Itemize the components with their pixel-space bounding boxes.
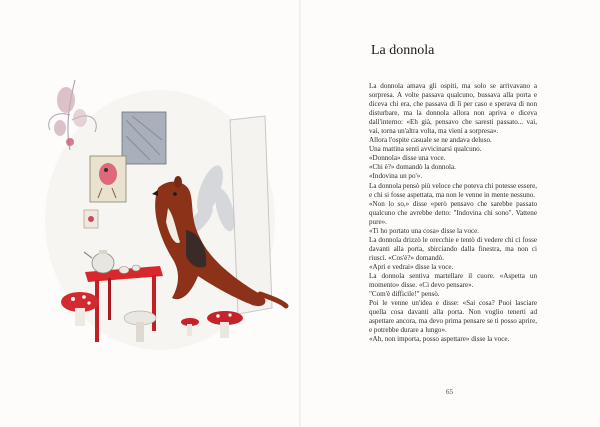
paragraph: La donnola amava gli ospiti, ma solo se arrivavano a sorpresa. A volte passava qualcuno, bussava alla porta e diceva chi era, che passava di lì per caso e sperava di non disturbare, ma la donnola allora non apriva e diceva dall'interno: «Eh già, pensavo che saresti passato... vai, vai, torna un'altra volta, ma vieni a sorpresa». — [369, 82, 537, 136]
right-page — [301, 0, 600, 427]
weasel-illustration — [40, 70, 290, 370]
cup — [132, 265, 140, 271]
story-title: La donnola — [371, 43, 435, 58]
paragraph: «Chi è?» domandò la donnola. — [369, 163, 456, 172]
page-number: 65 — [446, 388, 453, 396]
paragraph: Una mattina sentì avvicinarsi qualcuno. — [369, 145, 482, 154]
paragraph: «Ti ho portato una cosa» disse la voce. — [369, 226, 480, 235]
paragraph: «Apri e vedrai» disse la voce. — [369, 262, 454, 271]
paragraph: "Com'è difficile!" pensò. — [369, 290, 440, 299]
cup — [119, 267, 129, 274]
paragraph: «Donnola» disse una voce. — [369, 154, 446, 163]
paragraph: Poi le venne un'idea e disse: «Sai cosa? Puoi lasciare quella cosa davanti alla porta. Non voglio tenerti ad aspettare ancora, ma devo prima pensare se ti posso aprire, e potrebbe durare a lungo». — [369, 299, 537, 335]
paragraph: «Non lo so,» disse «però pensavo che sarebbe passato qualcuno che avrebbe detto: "Indovina chi sono". Vattene pure». — [369, 199, 537, 226]
paragraph: Allora l'ospite casuale se ne andava deluso. — [369, 136, 492, 145]
paragraph: La donnola sentiva martellare il cuore. «Aspetta un momento» disse. «Ci devo pensare». — [369, 271, 537, 290]
paragraph: La donnola drizzò le orecchie e tentò di vedere chi ci fosse davanti alla porta, sbirciando dalla finestra, ma non ci riuscì. «Cos'è?» domandò. — [369, 235, 537, 262]
paragraph: «Ah, non importa, posso aspettare» disse la voce. — [369, 335, 510, 344]
story-body — [369, 82, 537, 344]
paragraph: La donnola pensò più veloce che poteva chi potesse essere, e chi si fosse aspettata, ma non le venne in mente nessuno. — [369, 181, 537, 199]
paragraph: «Indovina un po'». — [369, 172, 423, 181]
